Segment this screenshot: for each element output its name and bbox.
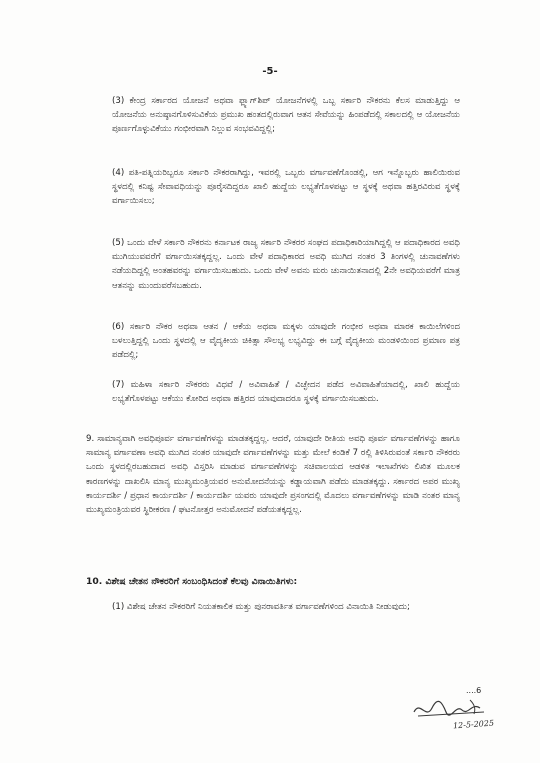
- section-10-heading: 10. ವಿಶೇಷ ಚೇತನ ನೌಕರರಿಗೆ ಸಂಬಂಧಿಸಿದಂತೆ ಕೆಲವು ವಿನಾಯಿತಿಗಳು:: [86, 576, 298, 587]
- clause-6: (6) ಸರ್ಕಾರಿ ನೌಕರ ಅಥವಾ ಆತನ / ಆಕೆಯ ಅಥವಾ ಮಕ್ಕಳು ಯಾವುದೇ ಗಂಭೀರ ಅಥವಾ ಮಾರಕ ಕಾಯಿಲೆಗಳಿಂದ ಬಳಲುತ್ತಿದ್ದಲ್ಲಿ ಒಂದು ಸ್ಥಳದಲ್ಲಿ ಆ ವೈದ್ಯಕೀಯ ಚಿಕಿತ್ಸಾ ಸೌಲಭ್ಯ ಲಭ್ಯವಿದ್ದು ಈ ಬಗ್ಗೆ ವೈದ್ಯಕೀಯ ಮಂಡಳಿಯಿಂದ ಪ್ರಮಾಣ ಪತ್ರ ಪಡೆದಲ್ಲಿ;: [112, 322, 460, 361]
- clause-5: (5) ಒಂದು ವೇಳೆ ಸರ್ಕಾರಿ ನೌಕರನು ಕರ್ನಾಟಕ ರಾಜ್ಯ ಸರ್ಕಾರಿ ನೌಕರರ ಸಂಘದ ಪದಾಧಿಕಾರಿಯಾಗಿದ್ದಲ್ಲಿ ಆ ಪದಾಧಿಕಾರದ ಅವಧಿ ಮುಗಿಯುವವರೆಗೆ ವರ್ಗಾಯಿಸತಕ್ಕದ್ದಲ್ಲ. ಒಂದು ವೇಳೆ ಪದಾಧಿಕಾರದ ಅವಧಿ ಮುಗಿದ ನಂತರ 3 ತಿಂಗಳಲ್ಲಿ ಚುನಾವಣೆಗಳು ನಡೆಯದಿದ್ದಲ್ಲಿ ಅಂತಹವರನ್ನು ವರ್ಗಾಯಿಸಬಹುದು. ಒಂದು ವೇಳೆ ಅವನು ಮರು ಚುನಾಯಿತನಾದಲ್ಲಿ 2ನೇ ಅವಧಿಯವರೆಗೆ ಮಾತ್ರ ಆತನನ್ನು ಮುಂದುವರೆಸಬಹುದು.: [112, 238, 460, 291]
- clause-10-1: (1) ವಿಶೇಷ ಚೇತನ ನೌಕರರಿಗೆ ನಿಯತಕಾಲಿಕ ಮತ್ತು ಪುನರಾವರ್ತಿತ ವರ್ಗಾವಣೆಗಳಿಂದ ವಿನಾಯಿತಿ ನೀಡುವುದು;: [112, 602, 410, 612]
- clause-4: (4) ಪತಿ-ಪತ್ನಿಯರಿಬ್ಬರೂ ಸರ್ಕಾರಿ ನೌಕರರಾಗಿದ್ದು, ಇವರಲ್ಲಿ ಒಬ್ಬರು ವರ್ಗಾವಣೆಗೊಂಡಲ್ಲಿ, ಆಗ ಇನ್ನೊಬ್ಬರು ಹಾಲಿಯಿರುವ ಸ್ಥಳದಲ್ಲಿ ಕನಿಷ್ಟ ಸೇವಾವಧಿಯನ್ನು ಪೂರೈಸದಿದ್ದರೂ ಖಾಲಿ ಹುದ್ದೆಯ ಲಭ್ಯತೆಗೊಳಪಟ್ಟು ಆ ಸ್ಥಳಕ್ಕೆ ಅಥವಾ ಹತ್ತಿರವಿರುವ ಸ್ಥಳಕ್ಕೆ ವರ್ಗಾಯಿಸಲು;: [112, 168, 460, 207]
- signature-date: 12-5-2025: [452, 718, 495, 731]
- page-number: -5-: [262, 66, 278, 77]
- paragraph-9: 9. ಸಾಮಾನ್ಯವಾಗಿ ಅವಧಿಪೂರ್ವ ವರ್ಗಾವಣೆಗಳನ್ನು ಮಾಡತಕ್ಕದ್ದಲ್ಲ. ಆದರೆ, ಯಾವುದೇ ರೀತಿಯ ಅವಧಿ ಪೂರ್ವ ವರ್ಗಾವಣೆಗಳನ್ನು ಹಾಗೂ ಸಾಮಾನ್ಯ ವರ್ಗಾವಣಾ ಅವಧಿ ಮುಗಿದ ನಂತರ ಯಾವುದೇ ವರ್ಗಾವಣೆಗಳನ್ನು ಮತ್ತು ಮೇಲೆ ಕಂಡಿಕೆ 7 ರಲ್ಲಿ ತಿಳಿಸಿರುವಂತೆ ಸರ್ಕಾರಿ ನೌಕರರು ಒಂದು ಸ್ಥಳದಲ್ಲಿರಬಹುದಾದ ಅವಧಿ ವಿಸ್ತರಿಸಿ ಮಾಡುವ ವರ್ಗಾವಣೆಗಳನ್ನು ಸಚಿವಾಲಯದ ಆಡಳಿತ ಇಲಾಖೆಗಳು ಲಿಖಿತ ಮೂಲಕ ಕಾರಣಗಳನ್ನು ದಾಖಲಿಸಿ ಮಾನ್ಯ ಮುಖ್ಯಮಂತ್ರಿಯವರ ಅನುಮೋದನೆಯನ್ನು ಕಡ್ಡಾಯವಾಗಿ ಪಡೆದು ಮಾಡತಕ್ಕದ್ದು. ಸರ್ಕಾರದ ಅಪರ ಮುಖ್ಯ ಕಾರ್ಯದರ್ಶಿ / ಪ್ರಧಾನ ಕಾರ್ಯದರ್ಶಿ / ಕಾರ್ಯದರ್ಶಿ ಯವರು ಯಾವುದೇ ಪ್ರಸಂಗದಲ್ಲಿ ಮೊದಲು ವರ್ಗಾವಣೆಗಳನ್ನು ಮಾಡಿ ನಂತರ ಮಾನ್ಯ ಮುಖ್ಯಮಂತ್ರಿಯವರ ಸ್ಥಿರೀಕರಣ / ಘಟನೋತ್ತರ ಅನುಮೋದನೆ ಪಡೆಯತಕ್ಕದ್ದಲ್ಲ.: [86, 434, 460, 516]
- continuation-marker: ....6: [466, 686, 482, 695]
- clause-3: (3) ಕೇಂದ್ರ ಸರ್ಕಾರದ ಯೋಜನೆ ಅಥವಾ ಫ್ಲ್ಯಾಗ್‌ಶಿಪ್ ಯೋಜನೆಗಳಲ್ಲಿ ಒಬ್ಬ ಸರ್ಕಾರಿ ನೌಕರನು ಕೆಲಸ ಮಾಡುತ್ತಿದ್ದು ಆ ಯೋಜನೆಯ ಅನುಷ್ಠಾನಗೊಳಿಸುವಿಕೆಯ ಪ್ರಮುಖ ಹಂತದಲ್ಲಿರುವಾಗ ಆತನ ಸೇವೆಯನ್ನು ಹಿಂಪಡೆದಲ್ಲಿ ಸಕಾಲದಲ್ಲಿ ಆ ಯೋಜನೆಯ ಪೂರ್ಣಗೊಳ್ಳುವಿಕೆಯು ಗಂಭೀರವಾಗಿ ನಿಲ್ಲುವ ಸಂಭವವಿದ್ದಲ್ಲಿ;: [112, 96, 460, 135]
- clause-7: (7) ಮಹಿಳಾ ಸರ್ಕಾರಿ ನೌಕರರು ವಿಧವೆ / ಅವಿವಾಹಿತೆ / ವಿಚ್ಛೇದನ ಪಡೆದ ಅವಿವಾಹಿತೆಯಾದಲ್ಲಿ, ಖಾಲಿ ಹುದ್ದೆಯ ಲಭ್ಯತೆಗೊಳಪಟ್ಟು ಆಕೆಯು ಕೋರಿದ ಅಥವಾ ಹತ್ತಿರದ ಯಾವುದಾದರೂ ಸ್ಥಳಕ್ಕೆ ವರ್ಗಾಯಿಸಬಹುದು.: [112, 380, 460, 405]
